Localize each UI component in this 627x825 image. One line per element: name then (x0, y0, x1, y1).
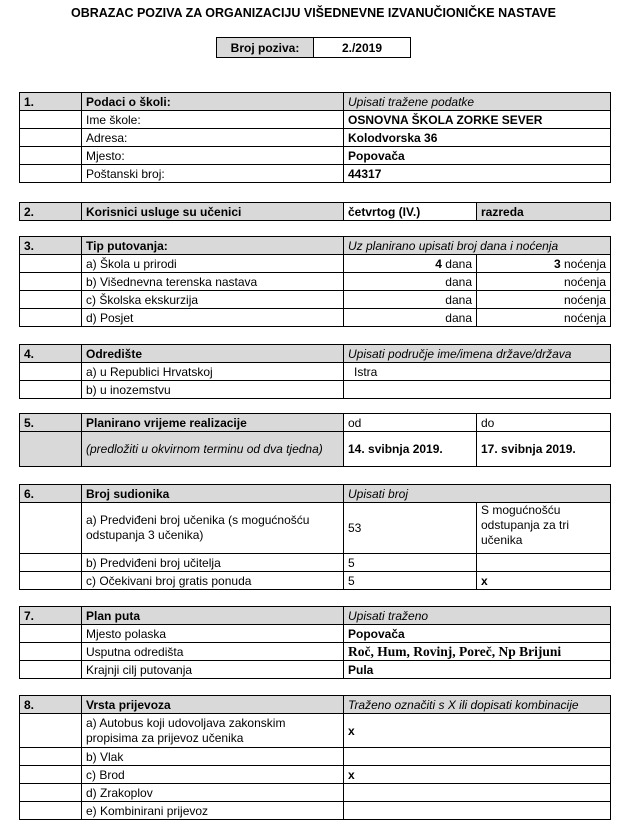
section-plan-puta (19, 606, 611, 679)
students-note: S mogućnošću odstupanja za tri učenika (477, 503, 611, 554)
section-vrijeme-realizacije (19, 413, 611, 467)
row-label: b) u inozemstvu (82, 381, 344, 399)
row-label: Mjesto: (82, 147, 344, 165)
section-label: Broj sudionika (82, 485, 344, 503)
section-korisnici (19, 202, 611, 221)
bus-mark: x (344, 714, 611, 748)
row-label: e) Kombinirani prijevoz (82, 802, 344, 820)
row-label: b) Predviđeni broj učitelja (82, 554, 344, 572)
broj-poziva-value: 2./2019 (314, 38, 411, 58)
section-podaci-o-skoli (19, 92, 611, 183)
section-label: Vrsta prijevoza (82, 696, 344, 714)
section-label: Korisnici usluge su učenici (82, 203, 344, 221)
row-label: b) Višednevna terenska nastava (82, 273, 344, 291)
row-label: Ime škole: (82, 111, 344, 129)
section-label: Planirano vrijeme realizacije (82, 414, 344, 432)
section-sub: (predložiti u okvirnom terminu od dva tjedna) (82, 432, 344, 467)
combined-mark (344, 802, 611, 820)
school-name-value: OSNOVNA ŠKOLA ZORKE SEVER (344, 111, 611, 129)
row-label: b) Vlak (82, 748, 344, 766)
section-hint: Upisati područje ime/imena države/država (344, 345, 611, 363)
section-label: Odredište (82, 345, 344, 363)
days-cell: dana (344, 309, 477, 327)
row-label: c) Brod (82, 766, 344, 784)
days-cell: dana (344, 273, 477, 291)
destination-abroad-value (344, 381, 611, 399)
row-label: Poštanski broj: (82, 165, 344, 183)
row-label: Adresa: (82, 129, 344, 147)
row-label: a) u Republici Hrvatskoj (82, 363, 344, 381)
nights-cell: noćenja (477, 309, 611, 327)
teachers-extra (477, 554, 611, 572)
section-label: Tip putovanja: (82, 237, 344, 255)
broj-poziva-label: Broj poziva: (217, 38, 314, 58)
nights-cell: noćenja (477, 291, 611, 309)
section-number: 7. (20, 607, 82, 625)
section-hint: Uz planirano upisati broj dana i noćenja (344, 237, 611, 255)
row-label: Usputna odredišta (82, 643, 344, 661)
do-label: do (477, 414, 611, 432)
section-label: Podaci o školi: (82, 93, 344, 111)
row-label: c) Školska ekskurzija (82, 291, 344, 309)
row-label: a) Škola u prirodi (82, 255, 344, 273)
section-hint: Upisati tražene podatke (344, 93, 611, 111)
date-to-value: 17. svibnja 2019. (477, 432, 611, 467)
days-cell: dana (344, 291, 477, 309)
od-label: od (344, 414, 477, 432)
row-label: Krajnji cilj putovanja (82, 661, 344, 679)
section-number: 2. (20, 203, 82, 221)
train-mark (344, 748, 611, 766)
postal-code-value: 44317 (344, 165, 611, 183)
ship-mark: x (344, 766, 611, 784)
grade-suffix: razreda (477, 203, 611, 221)
section-number: 3. (20, 237, 82, 255)
form-title: OBRAZAC POZIVA ZA ORGANIZACIJU VIŠEDNEVNE IZVANUČIONIČKE NASTAVE (71, 6, 556, 20)
section-number: 8. (20, 696, 82, 714)
row-label: Mjesto polaska (82, 625, 344, 643)
gratis-value: 5 (344, 572, 477, 590)
stops-value: Roč, Hum, Rovinj, Poreč, Np Brijuni (344, 643, 611, 661)
section-number: 1. (20, 93, 82, 111)
departure-value: Popovača (344, 625, 611, 643)
section-odrediste (19, 344, 611, 399)
row-label: d) Zrakoplov (82, 784, 344, 802)
nights-cell: 3 noćenja (477, 255, 611, 273)
grade-value: četvrtog (IV.) (344, 203, 477, 221)
section-tip-putovanja (19, 236, 611, 327)
final-destination-value: Pula (344, 661, 611, 679)
section-broj-sudionika (19, 484, 611, 590)
section-label: Plan puta (82, 607, 344, 625)
row-label: c) Očekivani broj gratis ponuda (82, 572, 344, 590)
section-number: 6. (20, 485, 82, 503)
days-cell: 4 dana (344, 255, 477, 273)
section-number: 5. (20, 414, 82, 432)
row-label: a) Autobus koji udovoljava zakonskim propisima za prijevoz učenika (82, 714, 344, 748)
destination-croatia-value: Istra (344, 363, 611, 381)
nights-cell: noćenja (477, 273, 611, 291)
teachers-value: 5 (344, 554, 477, 572)
date-from-value: 14. svibnja 2019. (344, 432, 477, 467)
students-value: 53 (344, 503, 477, 554)
gratis-mark: x (477, 572, 611, 590)
row-label: d) Posjet (82, 309, 344, 327)
address-value: Kolodvorska 36 (344, 129, 611, 147)
row-label: a) Predviđeni broj učenika (s mogućnošću odstupanja 3 učenika) (82, 503, 344, 554)
section-hint: Upisati traženo (344, 607, 611, 625)
broj-poziva-box (216, 37, 411, 58)
city-value: Popovača (344, 147, 611, 165)
section-hint: Upisati broj (344, 485, 611, 503)
section-vrsta-prijevoza (19, 695, 611, 820)
section-hint: Traženo označiti s X ili dopisati kombinacije (344, 696, 611, 714)
section-number: 4. (20, 345, 82, 363)
plane-mark (344, 784, 611, 802)
